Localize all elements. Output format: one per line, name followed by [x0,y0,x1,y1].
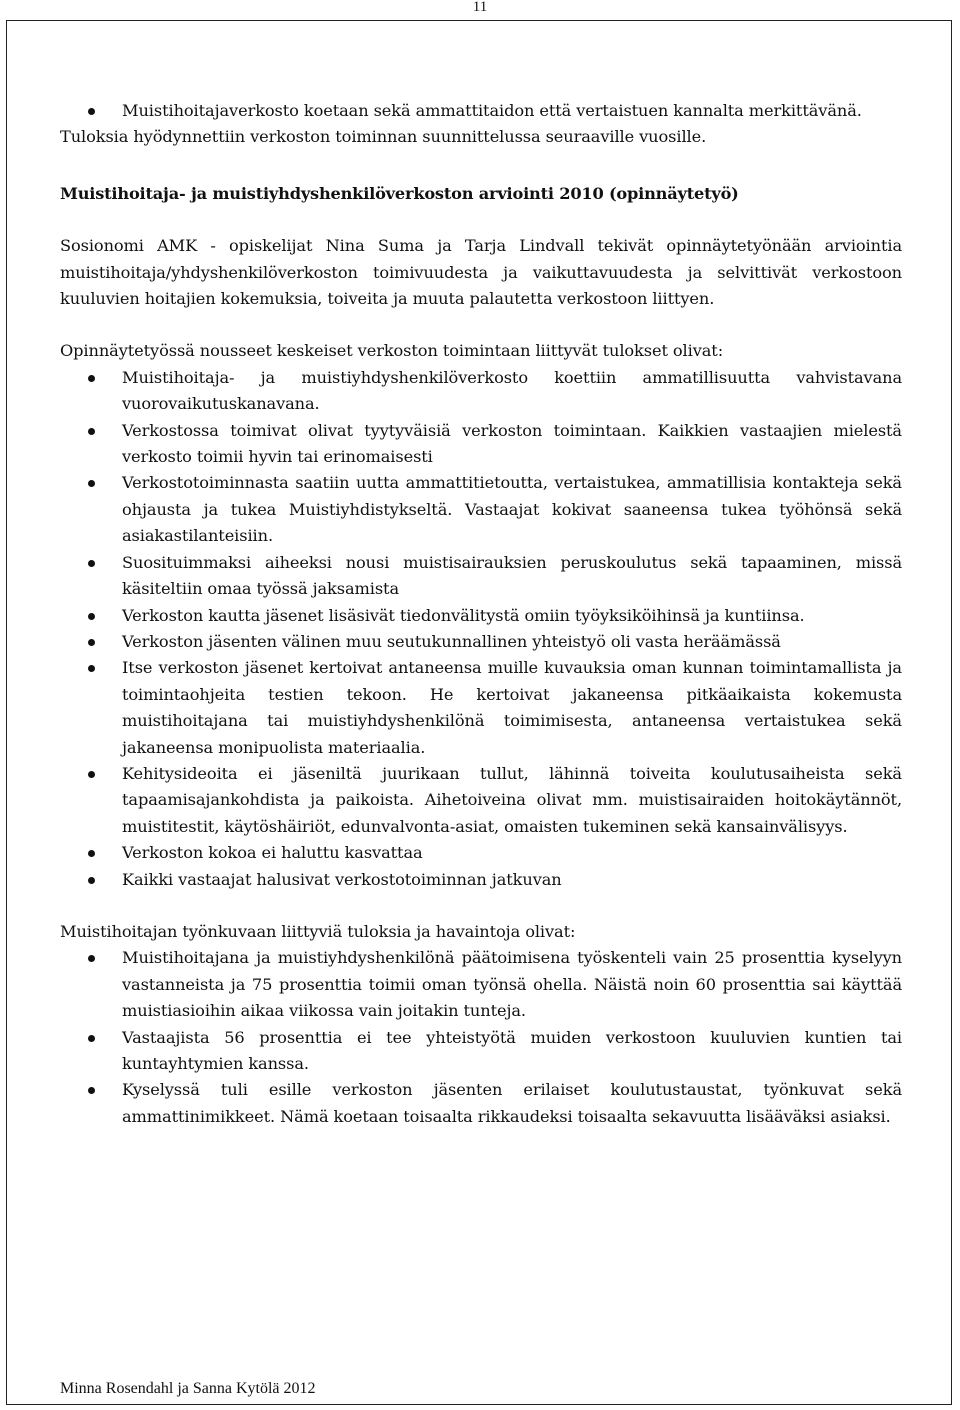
footer-authors: Minna Rosendahl ja Sanna Kytölä 2012 [60,1380,316,1397]
list-item: Kaikki vastaajat halusivat verkostotoiminnan jatkuvan [60,867,902,893]
list-item: Kyselyssä tuli esille verkoston jäsenten erilaiset koulutustaustat, työnkuvat sekä ammattinimikkeet. Nämä koetaan toisaalta rikkaudeksi toisaalta sekavuutta lisääväksi asiaksi. [60,1077,902,1130]
top-bullet-list [60,98,902,124]
list-item: Kehitysideoita ei jäseniltä juurikaan tullut, lähinnä toiveita koulutusaiheista sekä tapaamisajankohdista ja paikoista. Aihetoiveina olivat mm. muistisairaiden hoitokäytännöt, muistitestit, käytöshäiriöt, edunvalvonta-asiat, omaisten tukeminen sekä kansainvälisyys. [60,761,902,840]
list-item: Suosituimmaksi aiheeksi nousi muistisairauksien peruskoulutus sekä tapaaminen, missä käsiteltiin omaa työssä jaksamista [60,550,902,603]
top-followup-text: Tuloksia hyödynnettiin verkoston toiminnan suunnittelussa seuraaville vuosille. [60,127,707,147]
work-intro: Muistihoitajan työnkuvaan liittyviä tuloksia ja havaintoja olivat: [60,921,576,941]
list-item: Muistihoitaja- ja muistiyhdyshenkilöverkosto koettiin ammatillisuutta vahvistavana vuorovaikutuskanavana. [60,365,902,418]
section-heading: Muistihoitaja- ja muistiyhdyshenkilöverkoston arviointi 2010 (opinnäytetyö) [60,183,739,203]
page-number: 11 [472,0,488,15]
list-item: Verkostossa toimivat olivat tyytyväisiä verkoston toimintaan. Kaikkien vastaajien mielestä verkosto toimii hyvin tai erinomaisesti [60,418,902,471]
results-bullet-list [60,365,902,893]
list-item: Verkoston kautta jäsenet lisäsivät tiedonvälitystä omiin työyksiköihinsä ja kuntiinsa. [60,603,902,629]
list-item: Verkoston kokoa ei haluttu kasvattaa [60,840,902,866]
document-body [60,98,902,1130]
list-item: Vastaajista 56 prosenttia ei tee yhteistyötä muiden verkostoon kuuluvien kuntien tai kuntayhtymien kanssa. [60,1025,902,1078]
list-item: Muistihoitajana ja muistiyhdyshenkilönä päätoimisena työskenteli vain 25 prosenttia kyselyyn vastanneista ja 75 prosenttia toimii oman työnsä ohella. Näistä noin 60 prosenttia sai käyttää muistiasioihin aikaa viikossa vain joitakin tunteja. [60,945,902,1024]
list-item: Muistihoitajaverkosto koetaan sekä ammattitaidon että vertaistuen kannalta merkittävänä. [60,98,902,124]
list-item: Verkoston jäsenten välinen muu seutukunnallinen yhteistyö oli vasta heräämässä [60,629,902,655]
list-item: Verkostotoiminnasta saatiin uutta ammattitietoutta, vertaistukea, ammatillisia kontakteja sekä ohjausta ja tukea Muistiyhdistykseltä. Vastaajat kokivat saaneensa tukea työhönsä sekä asiakastilanteisiin. [60,470,902,549]
work-bullet-list [60,945,902,1130]
list-item: Itse verkoston jäsenet kertoivat antaneensa muille kuvauksia oman kunnan toimintamallista ja toimintaohjeita testien tekoon. He kertoivat jakaneensa pitkäaikaista kokemusta muistihoitajana tai muistiyhdyshenkilönä toimimisesta, antaneensa vertaistukea sekä jakaneensa monipuolista materiaalia. [60,655,902,761]
intro-paragraph: Sosionomi AMK - opiskelijat Nina Suma ja Tarja Lindvall tekivät opinnäytetyönään arviointia muistihoitaja/yhdyshenkilöverkoston toimivuudesta ja vaikuttavuudesta ja selvittivät verkostoon kuuluvien hoitajien kokemuksia, toiveita ja muuta palautetta verkostoon liittyen. [60,236,902,309]
results-intro: Opinnäytetyössä nousseet keskeiset verkoston toimintaan liittyvät tulokset olivat: [60,341,724,361]
